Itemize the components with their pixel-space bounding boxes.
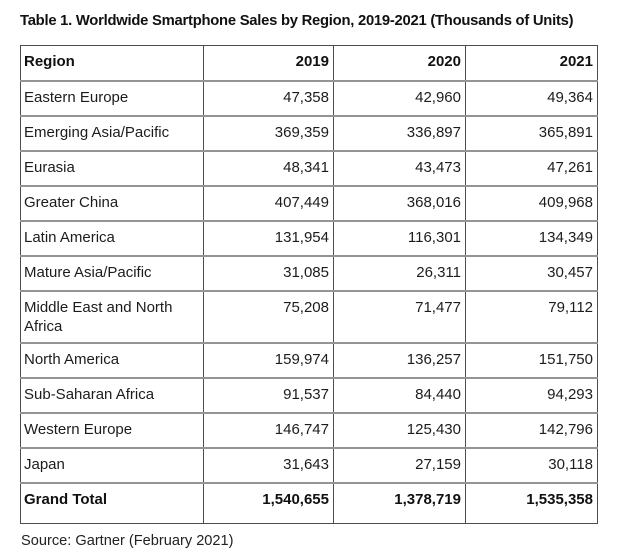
value-cell: 136,257 bbox=[334, 343, 466, 378]
grand-total-value: 1,378,719 bbox=[334, 483, 466, 524]
value-cell: 125,430 bbox=[334, 413, 466, 448]
region-cell: Eastern Europe bbox=[21, 81, 204, 116]
value-cell: 368,016 bbox=[334, 186, 466, 221]
sales-table bbox=[20, 45, 598, 524]
value-cell: 84,440 bbox=[334, 378, 466, 413]
table-row bbox=[21, 221, 598, 256]
value-cell: 79,112 bbox=[466, 291, 598, 343]
value-cell: 336,897 bbox=[334, 116, 466, 151]
grand-total-value: 1,535,358 bbox=[466, 483, 598, 524]
value-cell: 365,891 bbox=[466, 116, 598, 151]
table-row bbox=[21, 343, 598, 378]
region-cell: Sub-Saharan Africa bbox=[21, 378, 204, 413]
value-cell: 131,954 bbox=[204, 221, 334, 256]
value-cell: 146,747 bbox=[204, 413, 334, 448]
table-title: Table 1. Worldwide Smartphone Sales by Region, 2019-2021 (Thousands of Units) bbox=[20, 13, 574, 29]
region-cell: Japan bbox=[21, 448, 204, 483]
table-row bbox=[21, 256, 598, 291]
value-cell: 26,311 bbox=[334, 256, 466, 291]
column-header-region: Region bbox=[21, 46, 204, 81]
table-row bbox=[21, 116, 598, 151]
table-row bbox=[21, 186, 598, 221]
value-cell: 71,477 bbox=[334, 291, 466, 343]
region-cell: Middle East and North Africa bbox=[21, 291, 204, 343]
value-cell: 27,159 bbox=[334, 448, 466, 483]
grand-total-value: 1,540,655 bbox=[204, 483, 334, 524]
value-cell: 407,449 bbox=[204, 186, 334, 221]
value-cell: 151,750 bbox=[466, 343, 598, 378]
value-cell: 30,457 bbox=[466, 256, 598, 291]
source-note: Source: Gartner (February 2021) bbox=[21, 533, 234, 549]
value-cell: 94,293 bbox=[466, 378, 598, 413]
table-row bbox=[21, 81, 598, 116]
table-row bbox=[21, 378, 598, 413]
region-cell: North America bbox=[21, 343, 204, 378]
table-row bbox=[21, 291, 598, 343]
column-header-2020: 2020 bbox=[334, 46, 466, 81]
value-cell: 75,208 bbox=[204, 291, 334, 343]
region-cell: Eurasia bbox=[21, 151, 204, 186]
region-cell: Mature Asia/Pacific bbox=[21, 256, 204, 291]
value-cell: 43,473 bbox=[334, 151, 466, 186]
value-cell: 31,643 bbox=[204, 448, 334, 483]
value-cell: 49,364 bbox=[466, 81, 598, 116]
column-header-2021: 2021 bbox=[466, 46, 598, 81]
region-cell: Greater China bbox=[21, 186, 204, 221]
value-cell: 116,301 bbox=[334, 221, 466, 256]
column-header-2019: 2019 bbox=[204, 46, 334, 81]
value-cell: 30,118 bbox=[466, 448, 598, 483]
value-cell: 47,261 bbox=[466, 151, 598, 186]
value-cell: 47,358 bbox=[204, 81, 334, 116]
region-cell: Emerging Asia/Pacific bbox=[21, 116, 204, 151]
value-cell: 409,968 bbox=[466, 186, 598, 221]
table-row bbox=[21, 448, 598, 483]
region-cell: Latin America bbox=[21, 221, 204, 256]
value-cell: 91,537 bbox=[204, 378, 334, 413]
value-cell: 142,796 bbox=[466, 413, 598, 448]
value-cell: 42,960 bbox=[334, 81, 466, 116]
header-row bbox=[21, 46, 598, 81]
value-cell: 31,085 bbox=[204, 256, 334, 291]
table-row bbox=[21, 413, 598, 448]
table-row bbox=[21, 151, 598, 186]
value-cell: 134,349 bbox=[466, 221, 598, 256]
value-cell: 48,341 bbox=[204, 151, 334, 186]
value-cell: 159,974 bbox=[204, 343, 334, 378]
grand-total-label: Grand Total bbox=[21, 483, 204, 524]
region-cell: Western Europe bbox=[21, 413, 204, 448]
grand-total-row bbox=[21, 483, 598, 524]
value-cell: 369,359 bbox=[204, 116, 334, 151]
